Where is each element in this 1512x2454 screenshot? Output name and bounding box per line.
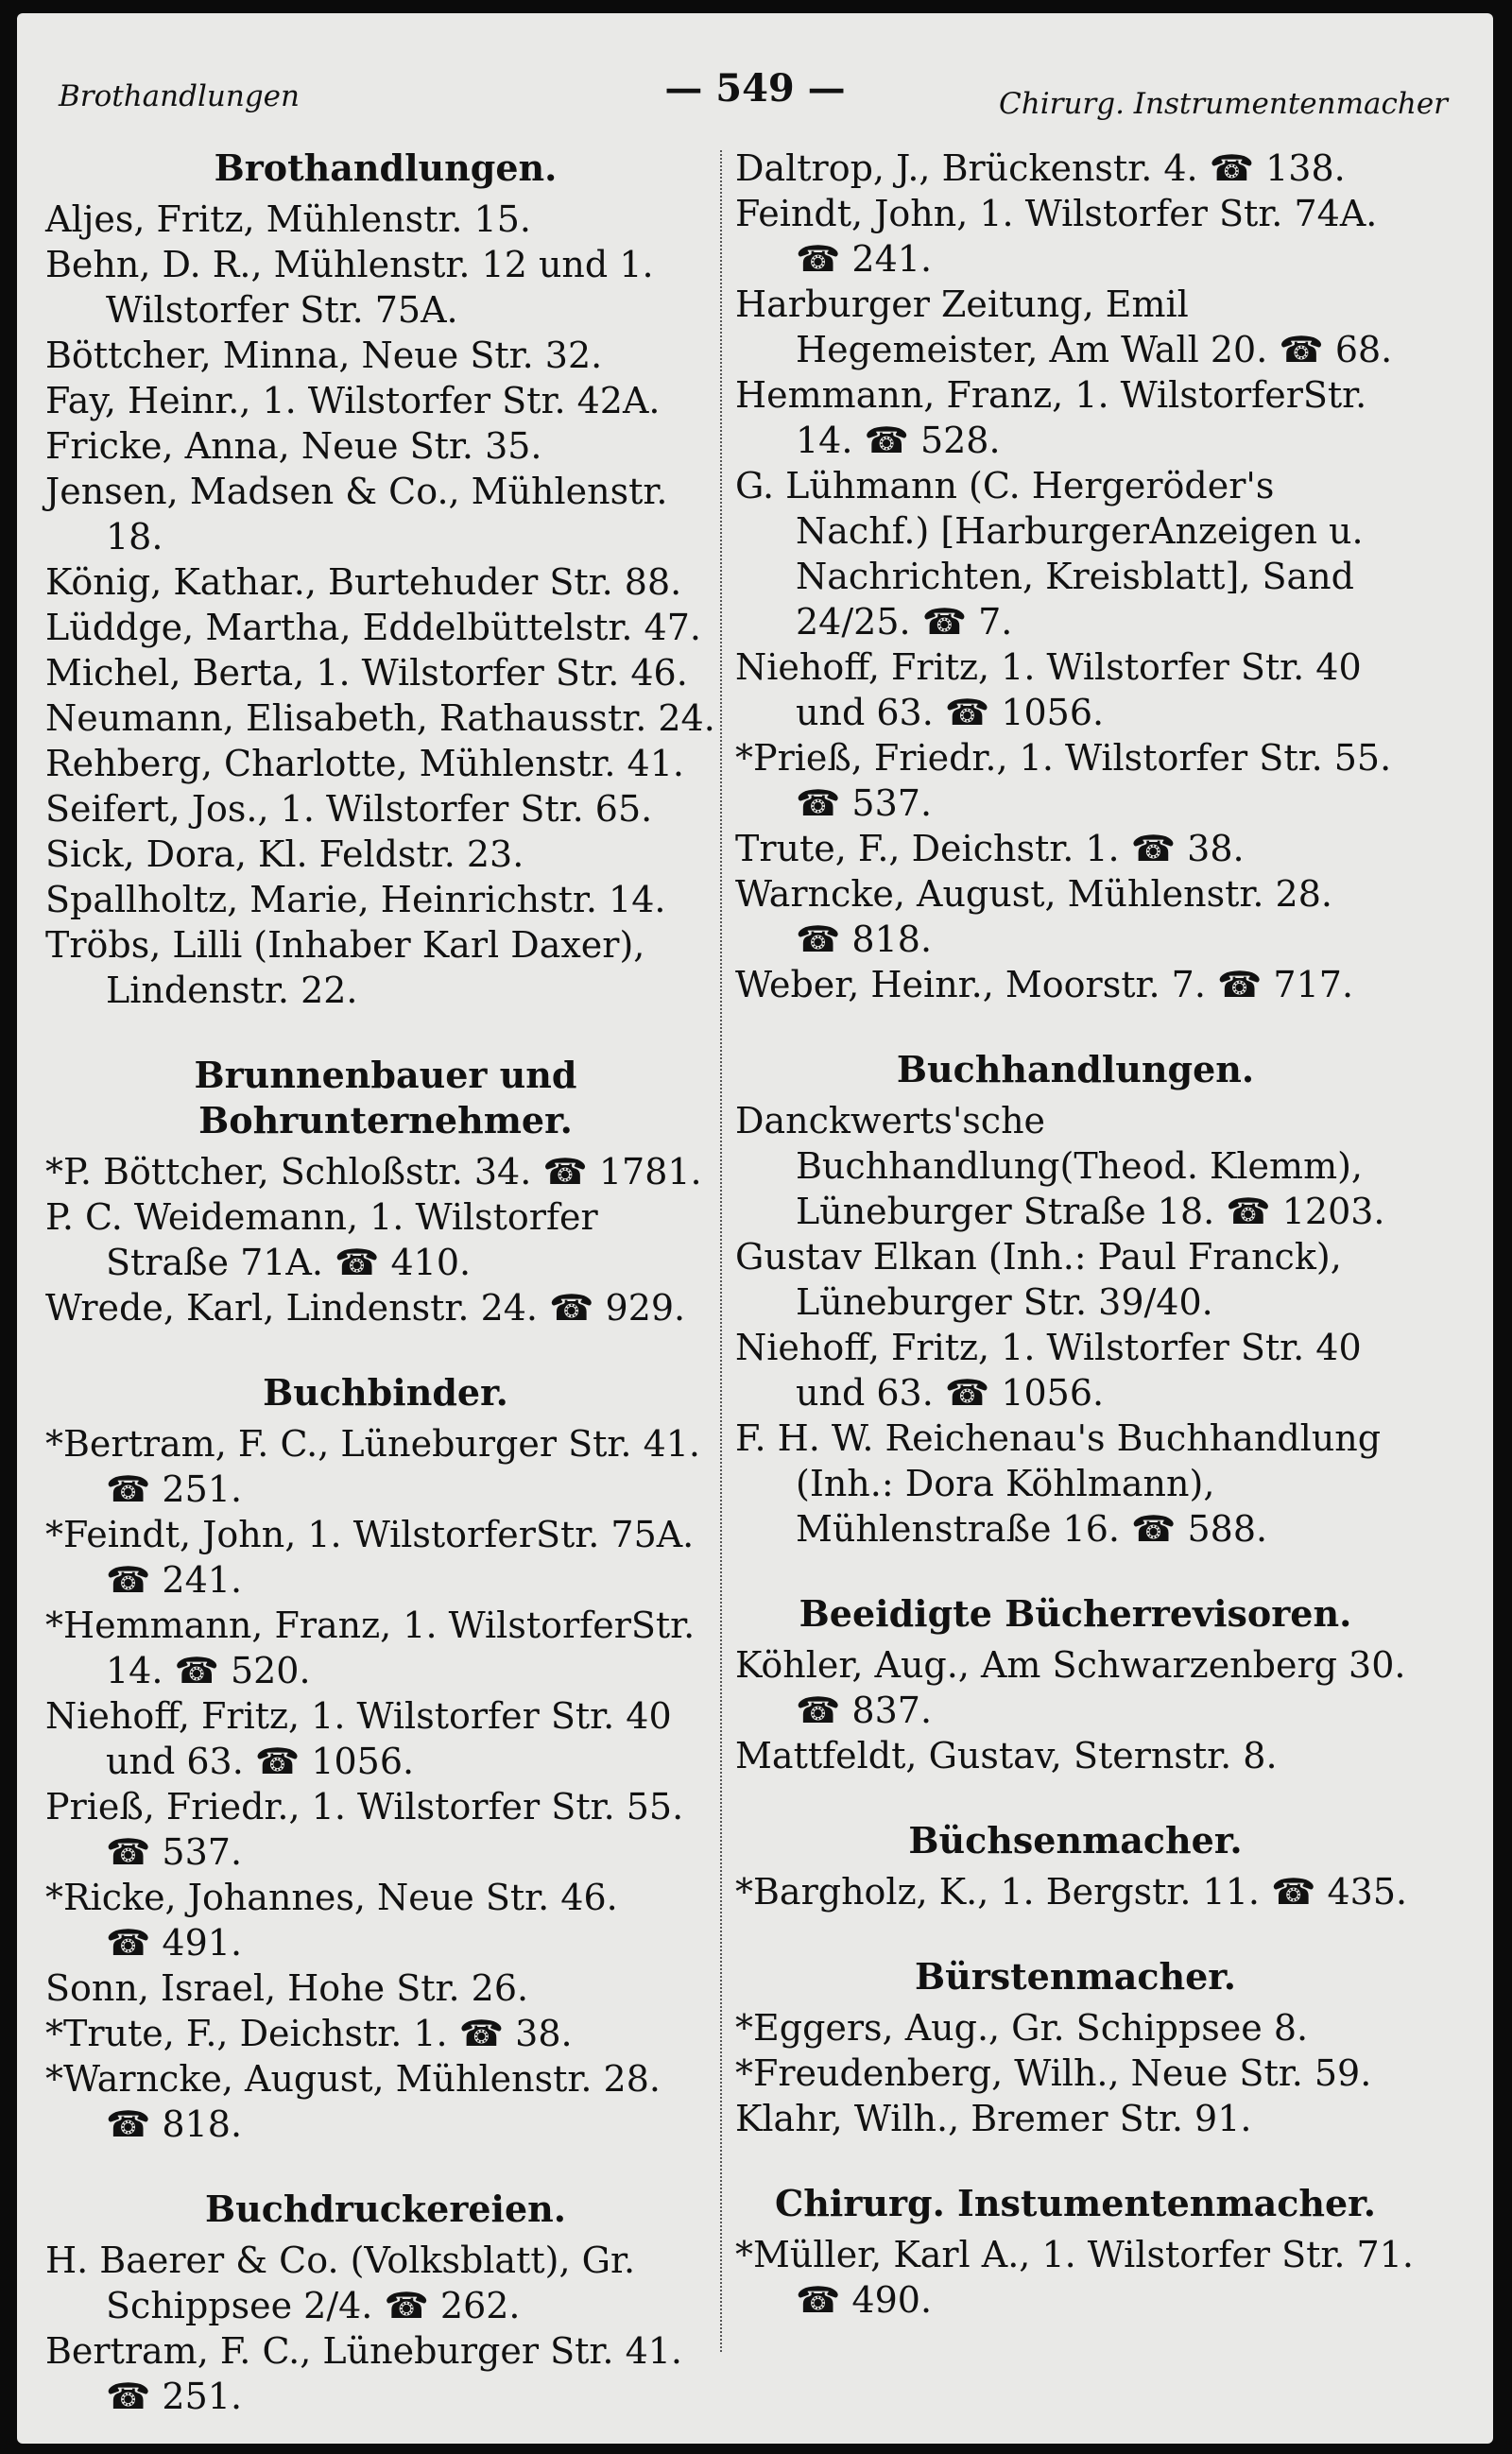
directory-entry (45, 2011, 726, 2056)
entry-text: Harburger Zeitung, Emil Hegemeister, Am Wall 20. (735, 283, 1268, 370)
directory-entry (45, 877, 726, 922)
telephone-number: ☎ 818. (796, 918, 932, 960)
directory-entry (45, 1784, 726, 1875)
directory-entry (735, 146, 1416, 191)
section-heading: Büchsenmacher. (908, 1819, 1243, 1862)
entry-text: Tröbs, Lilli (Inhaber Karl Daxer), Lindenstr. 22. (45, 924, 645, 1011)
telephone-number: ☎ 410. (335, 1242, 471, 1283)
telephone-number: ☎ 491. (106, 1922, 242, 1964)
entry-text: Klahr, Wilh., Bremer Str. 91. (735, 2098, 1252, 2139)
entry-text: Warncke, August, Mühlenstr. 28. (735, 873, 1332, 915)
entry-text: *Warncke, August, Mühlenstr. 28. (45, 2058, 661, 2100)
telephone-number: ☎ 537. (796, 782, 932, 824)
directory-entry (45, 333, 726, 378)
entry-text: Fay, Heinr., 1. Wilstorfer Str. 42A. (45, 380, 661, 421)
telephone-number: ☎ 38. (459, 2013, 573, 2054)
entry-text: P. C. Weidemann, 1. Wilstorfer Straße 71A. (45, 1196, 598, 1283)
directory-entry (45, 1875, 726, 1965)
telephone-number: ☎ 929. (549, 1287, 685, 1329)
entry-text: Spallholtz, Marie, Heinrichstr. 14. (45, 879, 666, 920)
page-header (40, 59, 1470, 125)
section-gap (735, 1778, 1416, 1818)
directory-entry (735, 1733, 1416, 1778)
entry-text: König, Kathar., Burtehuder Str. 88. (45, 561, 682, 603)
directory-entry (735, 1234, 1416, 1325)
entry-text: *Müller, Karl A., 1. Wilstorfer Str. 71. (735, 2234, 1414, 2275)
entry-text: Gustav Elkan (Inh.: Paul Franck), Lüneburger Str. 39/40. (735, 1236, 1342, 1323)
entry-text: Weber, Heinr., Moorstr. 7. (735, 964, 1206, 1005)
entry-text: Bertram, F. C., Lüneburger Str. 41. (45, 2330, 682, 2372)
section-heading: Beeidigte Bücherrevisoren. (799, 1592, 1352, 1635)
directory-entry (45, 1194, 726, 1285)
entry-text: *Prieß, Friedr., 1. Wilstorfer Str. 55. (735, 737, 1392, 779)
telephone-number: ☎ 1056. (945, 692, 1104, 733)
entry-text: Trute, F., Deichstr. 1. (735, 828, 1120, 869)
section-gap (735, 1007, 1416, 1047)
column-divider (720, 150, 722, 2352)
section-gap (45, 1330, 726, 1370)
section-heading: Bürstenmacher. (914, 1955, 1237, 1998)
entry-text: Sonn, Israel, Hohe Str. 26. (45, 1967, 529, 2009)
directory-entry (45, 197, 726, 242)
telephone-number: ☎ 241. (796, 238, 932, 280)
directory-entry (45, 2056, 726, 2147)
directory-entry (45, 469, 726, 559)
directory-entry (45, 1603, 726, 1693)
directory-entry (735, 2096, 1416, 2141)
entry-text: Niehoff, Fritz, 1. Wilstorfer Str. 40 und 63. (735, 646, 1362, 733)
telephone-number: ☎ 818. (106, 2103, 242, 2145)
directory-entry (45, 559, 726, 605)
directory-entry (735, 735, 1416, 826)
entry-text: Hemmann, Franz, 1. WilstorferStr. 14. (735, 374, 1367, 461)
entry-text: Niehoff, Fritz, 1. Wilstorfer Str. 40 und 63. (735, 1327, 1362, 1414)
directory-entry (45, 786, 726, 832)
entry-text: Behn, D. R., Mühlenstr. 12 und 1. Wilstorfer Str. 75A. (45, 244, 654, 331)
telephone-number: ☎ 251. (106, 2376, 242, 2417)
entry-text: Mattfeldt, Gustav, Sternstr. 8. (735, 1735, 1278, 1776)
telephone-number: ☎ 7. (922, 601, 1013, 643)
section-heading: Chirurg. Instumentenmacher. (775, 2182, 1376, 2224)
right-column (735, 146, 1416, 2323)
telephone-number: ☎ 1056. (945, 1372, 1104, 1414)
section-heading: Buchdruckereien. (204, 2188, 567, 2230)
telephone-number: ☎ 528. (865, 420, 1001, 461)
directory-entry (735, 1325, 1416, 1416)
entry-text: Köhler, Aug., Am Schwarzenberg 30. (735, 1644, 1406, 1686)
directory-entry (45, 1693, 726, 1784)
directory-entry (735, 1642, 1416, 1733)
directory-entry (45, 1965, 726, 2011)
telephone-number: ☎ 717. (1217, 964, 1353, 1005)
directory-entry (735, 372, 1416, 463)
entry-text: *Ricke, Johannes, Neue Str. 46. (45, 1877, 618, 1918)
directory-entry (735, 644, 1416, 735)
section-heading: Brothandlungen. (214, 146, 558, 189)
directory-entry (45, 605, 726, 650)
directory-page (17, 13, 1493, 2444)
telephone-number: ☎ 520. (175, 1650, 311, 1691)
entry-text: *Bertram, F. C., Lüneburger Str. 41. (45, 1423, 700, 1465)
directory-entry (735, 826, 1416, 871)
entry-text: Aljes, Fritz, Mühlenstr. 15. (45, 198, 531, 240)
entry-text: Niehoff, Fritz, 1. Wilstorfer Str. 40 und 63. (45, 1695, 672, 1782)
directory-entry (45, 242, 726, 333)
telephone-number: ☎ 588. (1131, 1508, 1267, 1550)
entry-text: Jensen, Madsen & Co., Mühlenstr. 18. (45, 471, 668, 558)
entry-text: Lüddge, Martha, Eddelbüttelstr. 47. (45, 607, 701, 648)
directory-entry (45, 1149, 726, 1194)
entry-text: Sick, Dora, Kl. Feldstr. 23. (45, 833, 524, 875)
section-gap (45, 1013, 726, 1053)
section-gap (735, 1914, 1416, 1954)
entry-text: *Feindt, John, 1. WilstorferStr. 75A. (45, 1514, 695, 1555)
entry-text: *Eggers, Aug., Gr. Schippsee 8. (735, 2007, 1309, 2049)
directory-entry (45, 741, 726, 786)
entry-text: Seifert, Jos., 1. Wilstorfer Str. 65. (45, 788, 653, 830)
entry-text: Feindt, John, 1. Wilstorfer Str. 74A. (735, 193, 1378, 234)
telephone-number: ☎ 537. (106, 1831, 242, 1873)
directory-entry (735, 2005, 1416, 2051)
entry-text: H. Baerer & Co. (Volksblatt), Gr. Schippsee 2/4. (45, 2239, 636, 2326)
directory-entry (735, 871, 1416, 962)
telephone-number: ☎ 837. (796, 1690, 932, 1731)
entry-text: Neumann, Elisabeth, Rathausstr. 24. (45, 697, 715, 739)
section-heading: Buchbinder. (263, 1371, 508, 1414)
entry-text: Rehberg, Charlotte, Mühlenstr. 41. (45, 743, 684, 784)
entry-text: G. Lühmann (C. Hergeröder's Nachf.) [HarburgerAnzeigen u. Nachrichten, Kreisblatt], Sand 24/25. (735, 465, 1364, 643)
telephone-number: ☎ 435. (1271, 1871, 1407, 1913)
directory-entry (45, 695, 726, 741)
directory-entry (45, 1512, 726, 1603)
directory-entry (45, 1421, 726, 1512)
directory-entry (45, 423, 726, 469)
directory-entry (45, 378, 726, 423)
directory-entry (735, 2051, 1416, 2096)
left-column (45, 146, 726, 2419)
entry-text: *Freudenberg, Wilh., Neue Str. 59. (735, 2052, 1372, 2094)
section-gap (735, 2141, 1416, 2181)
directory-entry (735, 2232, 1416, 2323)
directory-entry (45, 922, 726, 1013)
entry-text: Fricke, Anna, Neue Str. 35. (45, 425, 542, 467)
directory-entry (45, 2328, 726, 2419)
directory-entry (45, 832, 726, 877)
entry-text: Prieß, Friedr., 1. Wilstorfer Str. 55. (45, 1786, 684, 1828)
page-number: — 549 — (664, 66, 846, 111)
telephone-number: ☎ 490. (796, 2279, 932, 2321)
telephone-number: ☎ 1203. (1226, 1191, 1384, 1232)
directory-entry (45, 1285, 726, 1330)
telephone-number: ☎ 262. (384, 2285, 520, 2326)
section-gap (45, 2147, 726, 2187)
entry-text: Danckwerts'sche Buchhandlung(Theod. Klemm), Lüneburger Straße 18. (735, 1100, 1364, 1232)
entry-text: F. H. W. Reichenau's Buchhandlung (Inh.: Dora Köhlmann), Mühlenstraße 16. (735, 1417, 1382, 1550)
entry-text: *P. Böttcher, Schloßstr. 34. (45, 1151, 532, 1193)
directory-entry (735, 191, 1416, 282)
entry-text: Daltrop, J., Brückenstr. 4. (735, 147, 1198, 189)
directory-entry (735, 1869, 1416, 1914)
entry-text: Böttcher, Minna, Neue Str. 32. (45, 335, 603, 376)
telephone-number: ☎ 251. (106, 1468, 242, 1510)
telephone-number: ☎ 1781. (542, 1151, 701, 1193)
section-gap (735, 1552, 1416, 1591)
directory-entry (735, 463, 1416, 644)
section-heading: Brunnenbauer und Bohrunternehmer. (194, 1054, 577, 1141)
running-head-left: Brothandlungen (59, 79, 300, 113)
telephone-number: ☎ 1056. (255, 1741, 414, 1782)
directory-entry (45, 650, 726, 695)
directory-entry (735, 1098, 1416, 1234)
telephone-number: ☎ 138. (1210, 147, 1346, 189)
entry-text: *Hemmann, Franz, 1. WilstorferStr. 14. (45, 1605, 696, 1691)
directory-entry (45, 2238, 726, 2328)
entry-text: *Bargholz, K., 1. Bergstr. 11. (735, 1871, 1260, 1913)
telephone-number: ☎ 241. (106, 1559, 242, 1601)
telephone-number: ☎ 38. (1131, 828, 1245, 869)
telephone-number: ☎ 68. (1279, 329, 1392, 370)
entry-text: *Trute, F., Deichstr. 1. (45, 2013, 448, 2054)
directory-entry (735, 1416, 1416, 1552)
entry-text: Wrede, Karl, Lindenstr. 24. (45, 1287, 538, 1329)
entry-text: Michel, Berta, 1. Wilstorfer Str. 46. (45, 652, 688, 694)
running-head-right: Chirurg. Instrumentenmacher (999, 87, 1448, 121)
directory-entry (735, 282, 1416, 372)
directory-entry (735, 962, 1416, 1007)
section-heading: Buchhandlungen. (896, 1048, 1255, 1090)
